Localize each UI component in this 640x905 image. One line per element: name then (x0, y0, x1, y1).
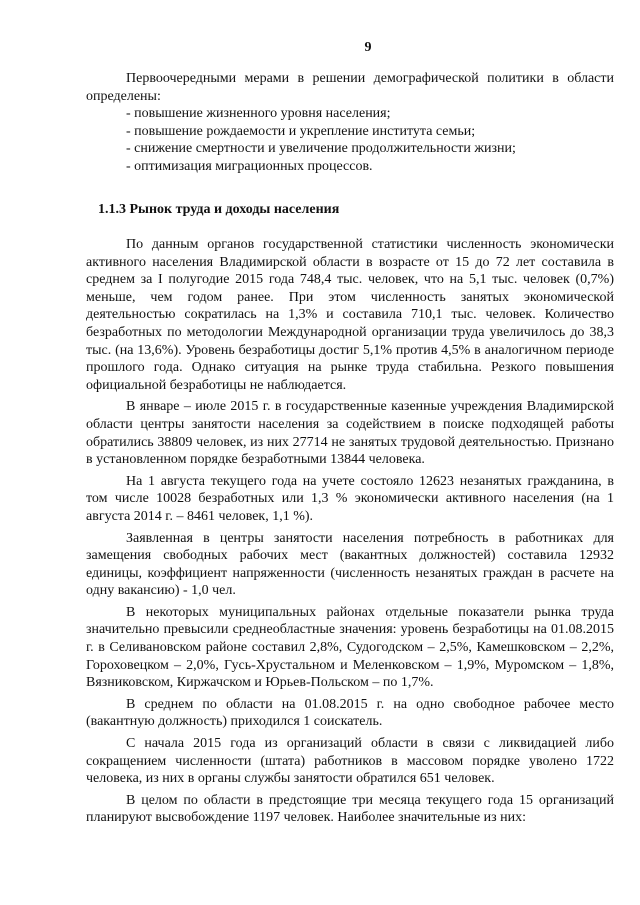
paragraph-employment-centers: В январе – июле 2015 г. в государственные казенные учреждения Владимирской области центры занятости населения за содействием в поиске подходящей работы обратились 38809 человек, из них 27714 не занятых трудовой деятельностью. Признано в установленном порядке безработными 13844 человека. (86, 399, 614, 468)
paragraph-vacancies: Заявленная в центры занятости населения потребность в работниках для замещения свободных рабочих мест (вакантных должностей) составила 12932 единицы, коэффициент напряженности (численность незанятых граждан в расчете на одну вакансию) - 1,0 чел. (86, 530, 614, 599)
page-number: 9 (364, 40, 372, 55)
paragraph-labor-force: По данным органов государственной статистики численность экономически активного населения Владимирской области в возрасте от 15 до 72 лет составила в среднем за I полугодие 2015 года 748,4 тыс. человек, что на 5,1 тыс. человек (0,7%) меньше, чем годом ранее. При этом численность занятых экономической деятельностью сократилась на 1,3% и составила 710,1 тыс. человек. Количество безработных по методологии Международной организации труда увеличилось до 38,3 тыс. (на 13,6%). Уровень безработицы достиг 5,1% против 4,5% в аналогичном периоде прошлого года. Однако ситуация на рынке труда стабильна. Резкого повышения официальной безработицы не наблюдается. (86, 237, 614, 393)
measures-list (86, 105, 614, 175)
list-item: - снижение смертности и увеличение продолжительности жизни; (126, 141, 516, 156)
paragraph-registered-unemployed: На 1 августа текущего года на учете состояло 12623 незанятых гражданина, в том числе 10028 безработных или 1,3 % экономически активного населения (на 1 августа 2014 г. – 8461 человек, 1,1 %). (86, 473, 614, 524)
paragraph-layoffs: С начала 2015 года из организаций области в связи с ликвидацией либо сокращением численности (штата) работников в массовом порядке уволено 1722 человека, из них в органы службы занятости обратился 651 человек. (86, 736, 614, 787)
paragraph-planned-release: В целом по области в предстоящие три месяца текущего года 15 организаций планируют высвобождение 1197 человек. Наиболее значительные из них: (86, 792, 614, 826)
section-heading: 1.1.3 Рынок труда и доходы населения (98, 202, 340, 217)
list-item: - повышение рождаемости и укрепление института семьи; (126, 123, 476, 139)
intro-paragraph: Первоочередными мерами в решении демографической политики в области определены: (86, 71, 614, 104)
list-item: - оптимизация миграционных процессов. (126, 158, 373, 174)
list-item: - повышение жизненного уровня населения; (126, 106, 391, 121)
paragraph-districts: В некоторых муниципальных районах отдельные показатели рынка труда значительно превысили среднеобластные значения: уровень безработицы на 01.08.2015 г. в Селивановском районе составил 2,8%, Судогодском – 2,5%, Камешковском – 2,2%, Гороховецком – 2,0%, Гусь-Хрустальном и Меленковском – 1,9%, Муромском – 1,8%, Вязниковском, Киржачском и Юрьев-Польском – по 1,7%. (86, 604, 614, 691)
paragraph-job-seekers: В среднем по области на 01.08.2015 г. на одно свободное рабочее место (вакантную должность) приходился 1 соискатель. (86, 696, 614, 730)
